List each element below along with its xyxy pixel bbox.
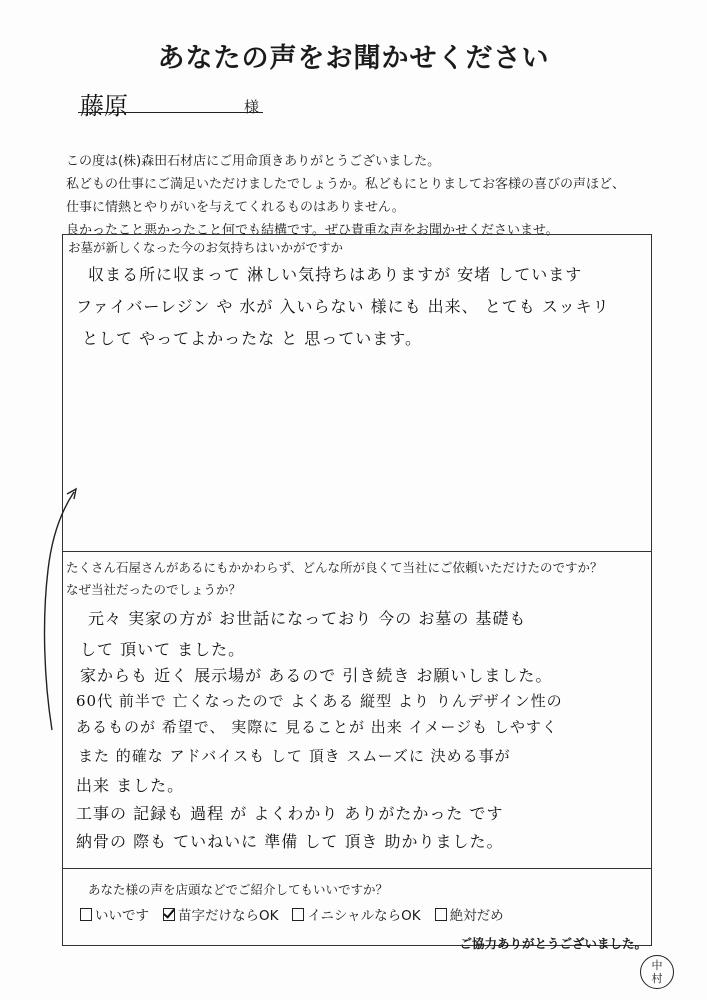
checkbox-icon[interactable] — [292, 908, 304, 921]
question-2-label: なぜ当社だったのでしょうか？ — [66, 582, 242, 597]
checkbox-icon[interactable] — [435, 908, 447, 921]
stamp-char: 中 — [651, 959, 663, 972]
handwritten-arrow-icon — [40, 480, 90, 740]
answer-2-line: 工事の 記録も 過程 が よくわかり ありがたかった です — [76, 804, 504, 823]
answer-1-line: 収まる所に収まって 淋しい気持ちはありますが 安堵 しています — [88, 265, 583, 284]
answer-2-line: 元々 実家の方が お世話になっており 今の お墓の 基礎も — [88, 609, 527, 628]
intro-text — [66, 150, 666, 242]
question-1-label: お墓が新しくなった今のお気持ちはいかがですか — [68, 240, 344, 255]
answer-2-line: 納骨の 際も ていねいに 準備 して 頂き 助かりました。 — [76, 832, 504, 851]
question-3-label: あなた様の声を店頭などでご紹介してもいいですか？ — [88, 882, 389, 897]
option-surname-only[interactable] — [163, 904, 278, 924]
option-label: 絶対だめ — [449, 908, 504, 924]
option-never[interactable] — [435, 904, 504, 924]
option-label: 苗字だけならOK — [178, 908, 279, 924]
stamp-char: 村 — [651, 972, 663, 985]
answer-2-line: 家からも 近く 展示場が あるので 引き続き お願いしました。 — [80, 666, 553, 685]
answer-2-line: 出来 ました。 — [76, 776, 185, 795]
checkbox-icon[interactable] — [80, 908, 92, 921]
answer-2-line: 60代 前半で 亡くなったので よくある 縦型 より りんデザイン性の — [76, 692, 563, 710]
intro-line: 仕事に情熱とやりがいを与えてくれるものはありません。 — [66, 200, 405, 215]
intro-line: 私どもの仕事にご満足いただけましたでしょうか。私どもにとりましてお客様の喜びの声ほど、 — [66, 177, 626, 192]
name-stamp-seal — [640, 955, 674, 989]
name-underline — [78, 112, 263, 113]
checkbox-checked-icon[interactable] — [163, 908, 175, 921]
honorific-label: 様 — [244, 98, 260, 116]
form-title: あなたの声をお聞かせください — [157, 43, 550, 74]
option-allowed[interactable] — [80, 904, 149, 924]
closing-thanks: ご協力ありがとうございました。 — [459, 936, 647, 951]
answer-2-line: あるものが 希望で、 実際に 見ることが 出来 イメージも しやすく — [76, 718, 558, 736]
option-label: いいです — [95, 908, 149, 924]
answer-1-line: として やってよかったな と 思っています。 — [82, 329, 422, 348]
question-2-label: たくさん石屋さんがあるにもかかわらず、どんな所が良くて当社にご依頼いただけたのですか？ — [66, 560, 603, 575]
intro-line: この度は(株)森田石材店にご用命頂きありがとうございました。 — [66, 154, 441, 169]
intro-line: 良かったこと悪かったこと何でも結構です。ぜひ貴重な声をお聞かせくださいませ。 — [66, 223, 559, 238]
consent-options — [80, 904, 504, 924]
section-divider — [62, 868, 652, 869]
option-label: イニシャルならOK — [307, 908, 421, 924]
answer-2-line: また 的確な アドバイスも して 頂き スムーズに 決める事が — [78, 747, 511, 765]
option-initials-only[interactable] — [292, 904, 420, 924]
answer-2-line: して 頂いて ました。 — [80, 640, 246, 659]
answer-1-line: ファイバーレジン や 水が 入いらない 様にも 出来、 とても スッキリ — [76, 297, 610, 316]
customer-name: 藤原 — [80, 92, 128, 120]
section-divider — [62, 551, 652, 552]
